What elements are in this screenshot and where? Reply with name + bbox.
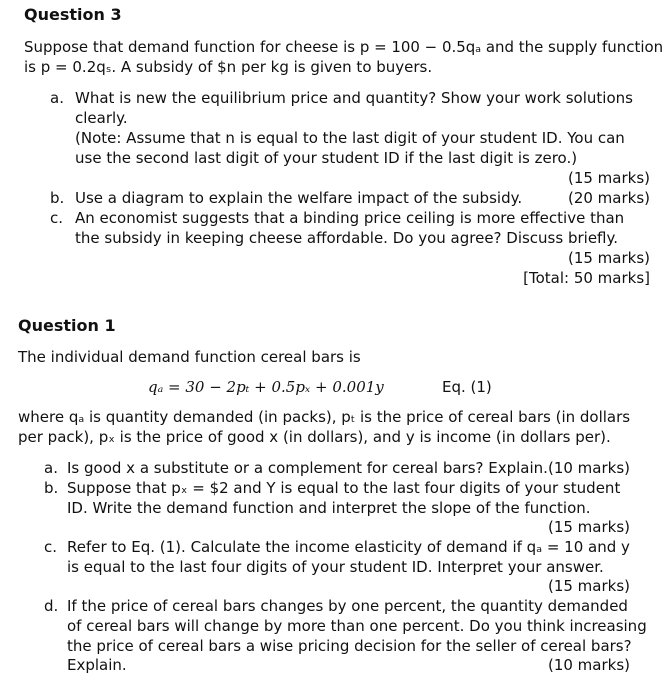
question-3-heading: Question 3 <box>24 5 122 24</box>
q1-demand-equation: qₐ = 30 − 2pₜ + 0.5pₓ + 0.001y <box>148 378 384 396</box>
q1-part-c-marks: (15 marks) <box>547 577 630 595</box>
q3-part-c-line-1: An economist suggests that a binding price ceiling is more effective than <box>75 209 625 227</box>
q1-part-b-marks: (15 marks) <box>547 518 630 536</box>
q3-part-a-marks: (15 marks) <box>567 169 650 187</box>
q1-where-line-1: where qₐ is quantity demanded (in packs), pₜ is the price of cereal bars (in dollars <box>18 408 631 426</box>
q1-part-a-letter: a. <box>44 459 58 477</box>
q1-part-c-line-1: Refer to Eq. (1). Calculate the income elasticity of demand if qₐ = 10 and y <box>67 538 630 556</box>
q3-part-a-line-1: What is new the equilibrium price and quantity? Show your work solutions <box>75 89 633 107</box>
q1-part-d-letter: d. <box>44 597 59 615</box>
q3-part-a-line-3: (Note: Assume that n is equal to the last digit of your student ID. You can <box>75 129 625 147</box>
q1-part-c-line-2: is equal to the last four digits of your student ID. Interpret your answer. <box>67 558 604 576</box>
q3-intro-line-2: is p = 0.2qₛ. A subsidy of $n per kg is given to buyers. <box>24 58 433 76</box>
q1-part-d-line-2: of cereal bars will change by more than one percent. Do you think increasing <box>67 617 647 635</box>
q3-part-b-text: Use a diagram to explain the welfare impact of the subsidy. <box>75 189 523 207</box>
q1-intro: The individual demand function cereal bars is <box>18 348 361 366</box>
q1-part-a-text: Is good x a substitute or a complement for cereal bars? Explain. <box>67 459 548 477</box>
q1-part-d-line-3: the price of cereal bars a wise pricing decision for the seller of cereal bars? <box>67 637 632 655</box>
q1-part-d-line-4: Explain. <box>67 656 127 674</box>
q3-intro-line-1: Suppose that demand function for cheese is p = 100 − 0.5qₐ and the supply function <box>24 38 664 56</box>
q1-part-b-line-2: ID. Write the demand function and interpret the slope of the function. <box>67 499 591 517</box>
q3-part-b-marks: (20 marks) <box>567 189 650 207</box>
q1-where-line-2: per pack), pₓ is the price of good x (in dollars), and y is income (in dollars per). <box>18 428 611 446</box>
q1-part-c-letter: c. <box>44 538 58 556</box>
q3-part-c-marks: (15 marks) <box>567 249 650 267</box>
q1-equation-label: Eq. (1) <box>442 378 492 396</box>
q1-part-d-marks: (10 marks) <box>547 656 630 674</box>
q1-part-b-line-1: Suppose that pₓ = $2 and Y is equal to the last four digits of your student <box>67 479 621 497</box>
question-1-heading: Question 1 <box>18 316 116 335</box>
q1-part-a-marks: (10 marks) <box>547 459 630 477</box>
q3-part-a-line-4: use the second last digit of your student ID if the last digit is zero.) <box>75 149 578 167</box>
q3-part-a-line-2: clearly. <box>75 109 128 127</box>
q3-part-c-letter: c. <box>50 209 64 227</box>
q1-part-b-letter: b. <box>44 479 59 497</box>
q3-part-a-letter: a. <box>50 89 64 107</box>
q1-part-d-line-1: If the price of cereal bars changes by one percent, the quantity demanded <box>67 597 628 615</box>
q3-part-c-line-2: the subsidy in keeping cheese affordable. Do you agree? Discuss briefly. <box>75 229 618 247</box>
q3-total-marks: [Total: 50 marks] <box>523 269 650 287</box>
q3-part-b-letter: b. <box>50 189 65 207</box>
